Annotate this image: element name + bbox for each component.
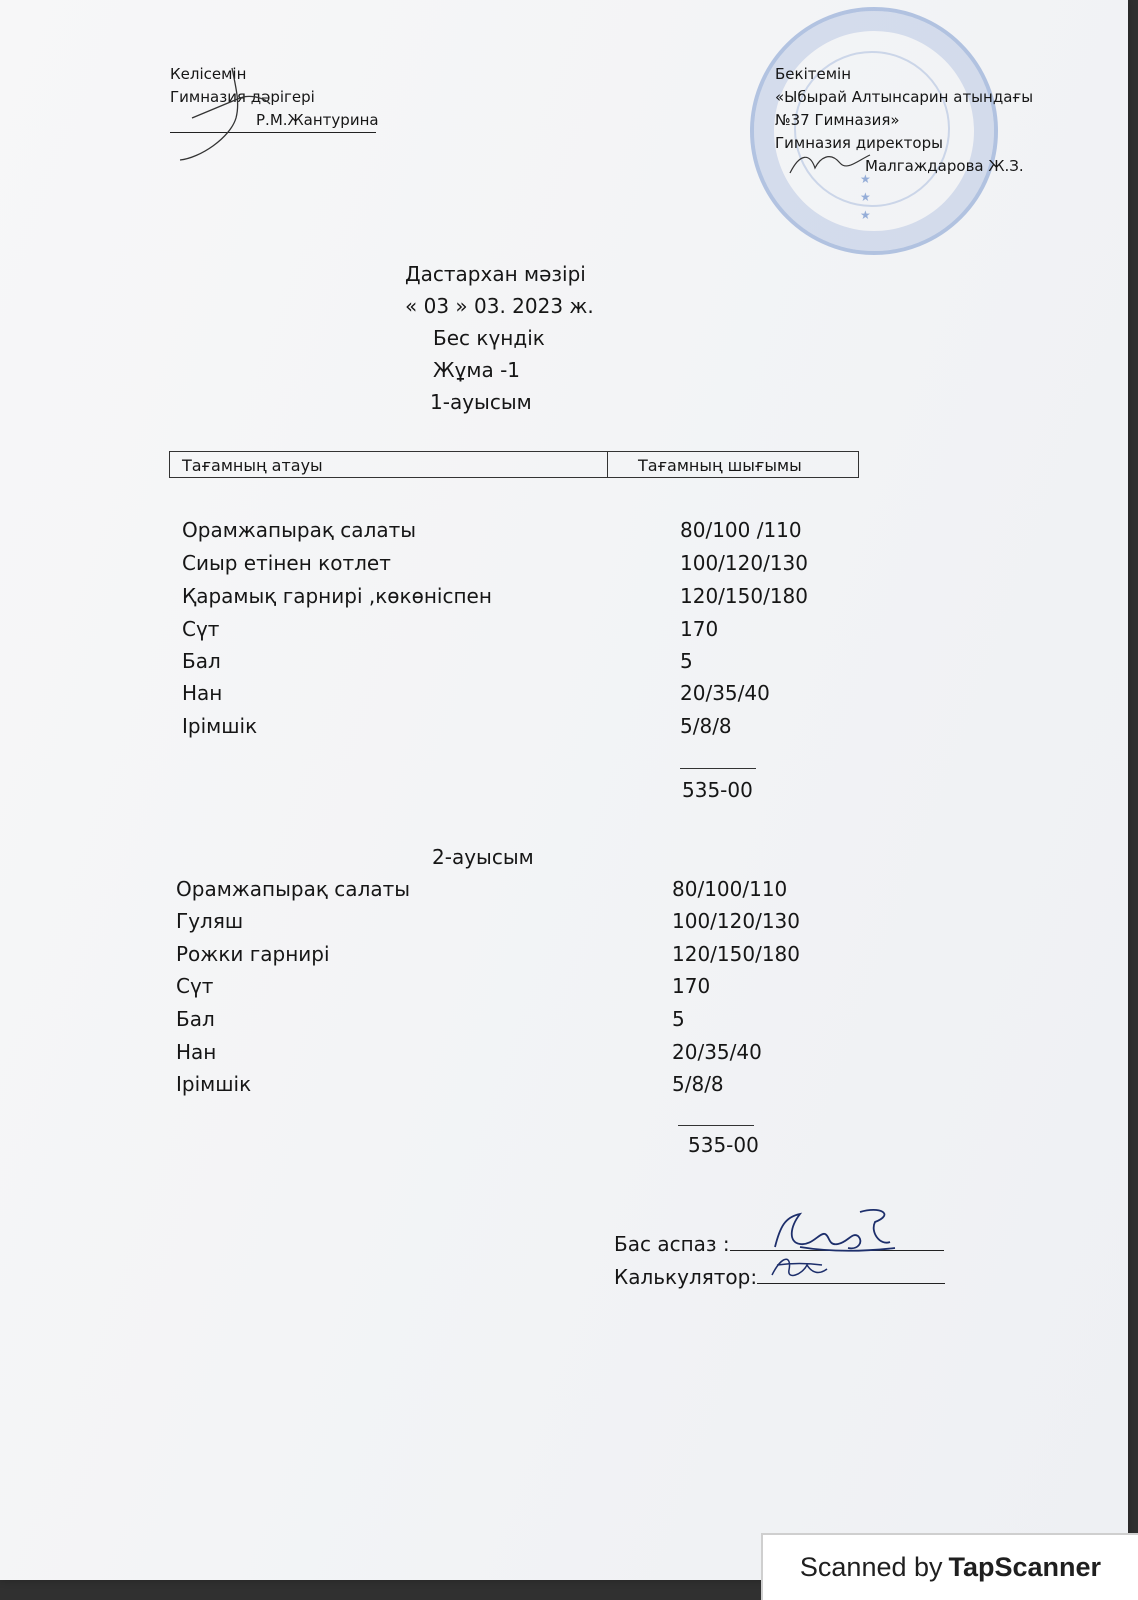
approval-block — [775, 63, 1033, 178]
dish-yield: 170 — [672, 974, 711, 998]
director-position: Гимназия директоры — [775, 134, 943, 152]
dish-yield: 5/8/8 — [672, 1072, 724, 1096]
list-item — [0, 710, 1100, 742]
shift2-label: 2-ауысым — [432, 845, 534, 869]
chef-label: Бас аспаз : — [614, 1232, 730, 1256]
calculator-signature-row — [614, 1261, 945, 1294]
watermark-prefix: Scanned by — [799, 1552, 943, 1582]
dish-yield: 170 — [680, 617, 719, 641]
list-item — [0, 970, 1100, 1002]
director-name: Малгаждарова Ж.З. — [865, 157, 1024, 175]
signature-block — [614, 1228, 945, 1294]
dish-name: Нан — [176, 1040, 217, 1064]
menu-title: Дастархан мәзірі — [405, 262, 586, 286]
menu-title-block — [405, 258, 594, 418]
dish-name: Орамжапырақ салаты — [182, 518, 417, 542]
approval-title: Бекітемін — [775, 65, 852, 83]
scanner-watermark — [761, 1533, 1138, 1600]
doctor-signature — [170, 58, 290, 168]
calculator-signature-line — [757, 1261, 945, 1284]
shift1-total: 535-00 — [682, 778, 753, 802]
list-item — [0, 873, 1100, 905]
dish-yield: 100/120/130 — [680, 551, 808, 575]
agreement-block — [170, 63, 379, 133]
dish-yield: 5/8/8 — [680, 714, 732, 738]
dish-name: Қарамық гарнирі ,көкөніспен — [182, 584, 492, 608]
list-item — [0, 938, 1100, 970]
school-name-line2: №37 Гимназия» — [775, 111, 900, 129]
list-item — [0, 1068, 1100, 1100]
dish-yield: 80/100/110 — [672, 877, 788, 901]
dish-yield: 100/120/130 — [672, 909, 800, 933]
school-name-line1: «Ыбырай Алтынсарин атындағы — [775, 88, 1034, 106]
list-item — [0, 580, 1100, 612]
doctor-name: Р.М.Жантурина — [170, 109, 376, 133]
list-item — [0, 613, 1100, 645]
director-signature — [785, 143, 875, 186]
stamp-star: ★ — [860, 172, 871, 186]
stamp-star: ★ — [860, 208, 871, 222]
list-item — [0, 645, 1100, 677]
list-item — [0, 677, 1100, 709]
calculator-label: Калькулятор: — [614, 1265, 758, 1289]
list-item — [0, 1036, 1100, 1068]
list-item — [0, 1003, 1100, 1035]
calculator-signature — [757, 1235, 847, 1285]
list-item — [0, 547, 1100, 579]
dish-yield: 5 — [680, 649, 693, 673]
shift1-label: 1-ауысым — [430, 390, 532, 414]
dish-name: Нан — [182, 681, 223, 705]
dish-yield: 120/150/180 — [672, 942, 800, 966]
dish-name: Ірімшік — [176, 1072, 252, 1096]
dish-yield: 120/150/180 — [680, 584, 808, 608]
menu-table-header — [169, 451, 859, 478]
watermark-brand: TapScanner — [948, 1552, 1102, 1582]
column-dish-name: Тағамның атауы — [170, 452, 608, 477]
dish-name: Бал — [176, 1007, 215, 1031]
shift1-total-rule — [680, 768, 756, 769]
column-dish-yield: Тағамның шығымы — [638, 456, 802, 475]
stamp-star: ★ — [860, 190, 871, 204]
dish-name: Сүт — [176, 974, 214, 998]
menu-day: Жұма -1 — [433, 358, 521, 382]
dish-yield: 80/100 /110 — [680, 518, 802, 542]
dish-yield: 5 — [672, 1007, 685, 1031]
dish-name: Орамжапырақ салаты — [176, 877, 411, 901]
dish-name: Бал — [182, 649, 221, 673]
dish-name: Рожки гарнирі — [176, 942, 330, 966]
menu-date: « 03 » 03. 2023 ж. — [405, 294, 594, 318]
dish-name: Сүт — [182, 617, 220, 641]
dish-name: Гуляш — [176, 909, 244, 933]
shift2-total: 535-00 — [688, 1133, 759, 1157]
menu-period: Бес күндік — [433, 326, 545, 350]
dish-yield: 20/35/40 — [672, 1040, 762, 1064]
shift2-total-rule — [678, 1125, 754, 1126]
dish-yield: 20/35/40 — [680, 681, 770, 705]
list-item — [0, 514, 1100, 546]
agreement-title: Келісемін — [170, 65, 247, 83]
agreement-position: Гимназия дәрігері — [170, 88, 315, 106]
list-item — [0, 905, 1100, 937]
dish-name: Сиыр етінен котлет — [182, 551, 391, 575]
dish-name: Ірімшік — [182, 714, 258, 738]
